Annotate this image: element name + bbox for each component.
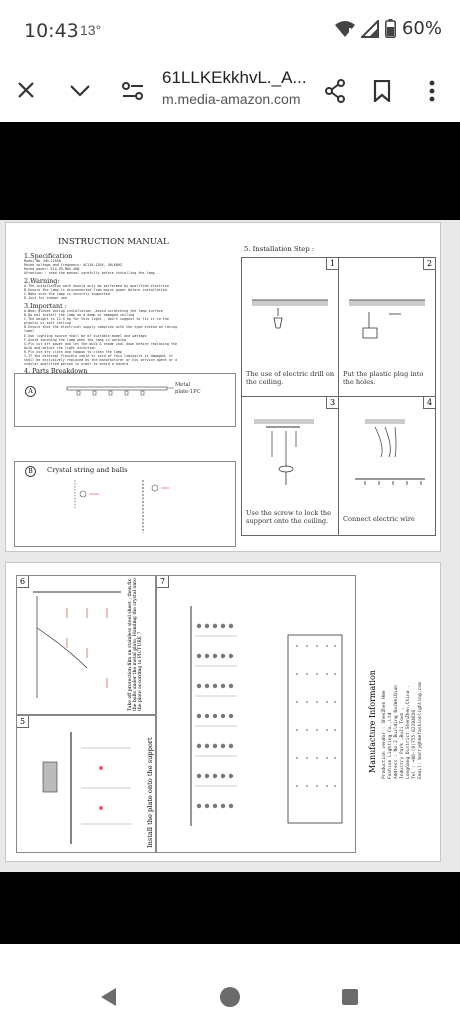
url-host: m.media-amazon.com	[162, 91, 301, 107]
step-4-cell	[338, 396, 436, 536]
url-block[interactable]	[162, 68, 322, 107]
step-6-drawing	[27, 588, 127, 706]
warning-heading: 2.Warning:	[24, 277, 60, 285]
step-5-number: 5	[17, 716, 29, 728]
step-1-drill-drawing	[250, 298, 330, 348]
warning-lines	[24, 284, 169, 300]
manufacture-line: Fashion Lighting Co.,Ltd	[388, 712, 393, 779]
bookmark-icon[interactable]	[370, 78, 394, 104]
step-1-cell	[241, 257, 339, 397]
close-icon[interactable]	[14, 78, 38, 102]
manufacture-line: Email: barry@hmefashionlighting.com	[418, 682, 423, 779]
step-1-caption: The use of electric drill on the ceiling.	[246, 370, 335, 386]
signal-icon	[361, 20, 379, 38]
manufacture-line: Tel : +86-(0)755-82284656	[412, 709, 417, 779]
warning-line: A.The installation work should only be performed by qualified electrian	[24, 284, 169, 288]
important-line: shall be exclusively replaced by the manufacturer or his service agent or a	[24, 358, 178, 363]
step-2-caption: Put the plastic plug into the holes.	[343, 370, 424, 386]
spec-line: Rated power: E14,G9,MAX.40W	[24, 267, 80, 272]
manufacture-line: LongGang District ShenZhen,China .	[406, 684, 411, 779]
important-line: similar qualified person in order to avoid a hazard	[24, 362, 129, 367]
spec-line: Model No.:HD-22558	[24, 259, 61, 263]
important-line: bulb and adjust the light direction	[24, 345, 96, 350]
step-5-cell	[16, 715, 156, 853]
warning-line: B.Ensure the lamp is disconnected from mains power before installation.	[24, 288, 169, 293]
manufacture-heading: Manufacture Information	[368, 670, 377, 773]
manufacture-line: Production vendor : ShenZhen Hme	[382, 690, 387, 779]
part-a-label-1: Metal	[175, 382, 191, 388]
install-heading: 5. Installation Step :	[244, 245, 315, 253]
more-vert-icon[interactable]	[422, 78, 442, 104]
status-temperature: 13°	[80, 22, 102, 38]
step-6-number: 6	[17, 576, 29, 588]
crystal-string-drawing	[65, 478, 175, 538]
part-b-letter: B	[28, 468, 33, 475]
manual-page-2	[5, 562, 441, 862]
share-icon[interactable]	[322, 78, 348, 104]
step-7-crystal-drawing	[187, 606, 247, 826]
step-5-caption: Install the plate onto the support	[146, 737, 154, 848]
important-line: B.Do not install the lamp on a damp or damaged ceiling	[24, 313, 135, 318]
manufacture-line: Industry Park ,BuJi Town ,	[400, 707, 405, 779]
browser-toolbar	[0, 58, 460, 122]
important-line: I.If the external flexible cable or cord of this luminaire is damaged, it	[24, 354, 174, 359]
part-a-letter: A	[28, 388, 33, 395]
step-7-cell	[156, 575, 356, 853]
important-lines	[24, 309, 177, 366]
part-b-box	[14, 461, 236, 547]
spec-lines	[24, 259, 159, 275]
important-line: G.Pls cut off power and let the bulb & shade cool down before replacing the	[24, 341, 178, 346]
part-a-label-2: plate·1PC	[175, 389, 201, 395]
part-a-box	[14, 373, 236, 427]
step-4-wire-drawing	[345, 417, 431, 497]
step-1-number: 1	[326, 258, 338, 270]
important-line: A.Wear gloves during installation ,avoid scratching the lamp surface	[24, 309, 163, 313]
step-3-number: 3	[326, 397, 338, 409]
parts-heading: 4. Parts Breakdown	[24, 367, 88, 375]
battery-percent: 60%	[401, 18, 442, 39]
viewer-bottom-band	[0, 872, 460, 944]
step-3-cell	[241, 396, 339, 536]
status-icons	[335, 18, 442, 39]
step-2-plug-drawing	[347, 298, 427, 348]
important-line: D.Ensure that the electrical supply complies with the type stated on rating	[24, 325, 178, 330]
chevron-down-icon[interactable]	[66, 80, 94, 102]
important-line: plastic or soft ceiling	[24, 321, 71, 326]
important-line: H.Pls use dry cloth and tampon to clean the lamp	[24, 349, 122, 354]
recents-square-icon[interactable]	[337, 984, 363, 1010]
step-2-cell	[338, 257, 436, 397]
manufacture-lines	[382, 682, 424, 779]
page-info-icon[interactable]	[120, 78, 146, 104]
metal-plate-drawing	[65, 384, 175, 400]
home-circle-icon[interactable]	[217, 984, 243, 1010]
step-7-number: 7	[157, 576, 169, 588]
step-5-drawing	[31, 728, 141, 848]
manufacture-line: Address : No.2 Building BaiWeiQian	[394, 684, 399, 779]
step-4-number: 4	[423, 397, 435, 409]
step-2-number: 2	[423, 258, 435, 270]
warning-line: D.Just for indoor use	[24, 296, 67, 301]
viewer-top-band	[0, 122, 460, 220]
manual-title: INSTRUCTION MANUAL	[58, 237, 169, 247]
tab-title: 61LLKEkkhvL._A...	[162, 68, 307, 87]
wifi-icon	[335, 20, 355, 38]
battery-icon	[385, 19, 396, 38]
back-triangle-icon[interactable]	[96, 984, 122, 1010]
status-time: 10:43	[24, 20, 79, 42]
spec-heading: 1.Specification	[24, 252, 73, 260]
important-heading: 3.Important :	[24, 302, 67, 310]
step-3-screw-drawing	[252, 417, 332, 497]
spec-line: Attention : read the manual carefully before installing the lamp .	[24, 271, 159, 276]
step-4-caption: Connect electric wire	[343, 515, 415, 523]
step-6-caption: Take off protection film on stainless steel sheet ; then fix the balls under the metal plate, Handing the crystal onto the plate according to PICTURE 7	[128, 578, 144, 711]
important-line: F.Avoid touching the lamp when the lamp is working	[24, 337, 127, 342]
step-3-caption: Use the screw to lock the support onto the ceiling.	[246, 509, 332, 525]
warning-line: C.Make sure the lamp is securely supported	[24, 292, 110, 297]
step-7-plate-grid	[287, 634, 343, 824]
part-a-letter-circle	[25, 386, 36, 397]
part-b-letter-circle	[25, 466, 36, 477]
important-line: label	[24, 329, 35, 334]
manual-page-1	[5, 222, 441, 552]
status-bar	[0, 0, 460, 58]
spec-line: Rated voltage and frequency: AC110-120V, 50/60HZ	[24, 263, 122, 268]
important-line: C.The weight is 12.5 kg for this light , don't suggest to fit it to the	[24, 317, 169, 322]
part-b-label: Crystal string and balls	[47, 466, 128, 474]
important-line: E.Use lighting source shall be of suitable model and wattage	[24, 333, 147, 338]
android-nav-bar	[0, 944, 460, 1024]
